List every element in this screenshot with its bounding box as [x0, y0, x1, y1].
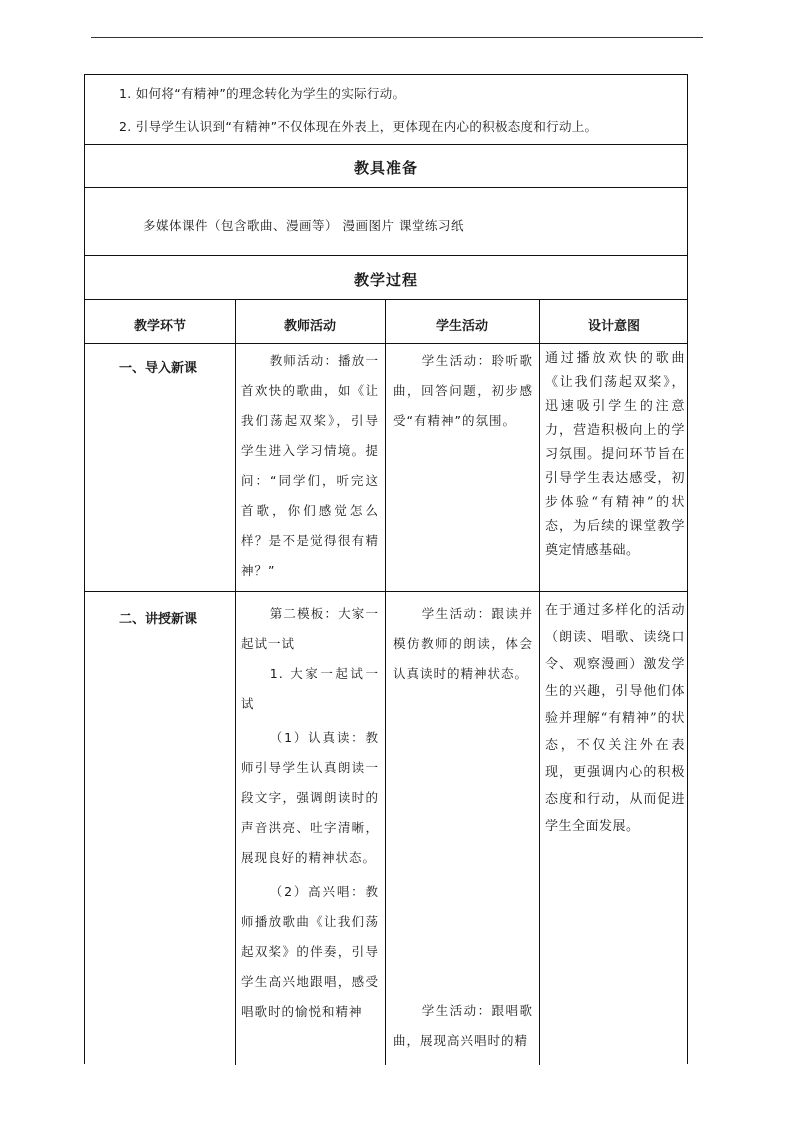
- stage-label: 一、导入新课: [119, 361, 198, 376]
- column-divider: [539, 299, 540, 1065]
- objective-2: 2. 引导学生认识到“有精神”不仅体现在外表上，更体现在内心的积极态度和行动上。: [119, 119, 598, 134]
- student-activity: [393, 599, 533, 689]
- divider: [85, 299, 687, 300]
- objective-1: 1. 如何将“有精神”的理念转化为学生的实际行动。: [119, 86, 406, 101]
- teacher-activity: [241, 599, 379, 1027]
- divider: [85, 255, 687, 256]
- stage-label: 二、讲授新课: [119, 612, 198, 627]
- column-divider: [385, 299, 386, 1065]
- process-section-title: 教学过程: [353, 271, 418, 289]
- column-header-stage: 教学环节: [133, 319, 186, 334]
- column-header-teacher: 教师活动: [283, 319, 336, 334]
- prep-items: 多媒体课件（包含歌曲、漫画等） 漫画图片 课堂练习纸: [143, 218, 464, 233]
- teacher-activity-text: 1. 大家一起试一试: [241, 666, 379, 711]
- divider: [85, 187, 687, 188]
- divider: [85, 591, 687, 592]
- divider: [85, 343, 687, 344]
- student-activity-text: 学生活动：跟读并模仿教师的朗读，体会认真读时的精神状态。: [393, 606, 533, 681]
- teacher-activity: [241, 346, 379, 586]
- divider: [85, 144, 687, 145]
- teacher-activity-text: （2）高兴唱：教师播放歌曲《让我们荡起双桨》的伴奏，引导学生高兴地跟唱，感受唱歌时的愉悦和精神: [241, 884, 379, 1019]
- lesson-plan-table: [84, 74, 688, 1064]
- column-divider: [235, 299, 236, 1065]
- teacher-activity-text: 第二模板：大家一起试一试: [241, 606, 379, 651]
- student-activity-text: 学生活动：跟唱歌曲，展现高兴唱时的精: [393, 1003, 533, 1048]
- design-intent: 通过播放欢快的歌曲《让我们荡起双桨》，迅速吸引学生的注意力，营造积极向上的学习氛围。提问环节旨在引导学生表达感受，初步体验“有精神”的状态，为后续的课堂教学奠定情感基础。: [545, 351, 685, 558]
- teacher-activity-text: 教师活动：播放一首欢快的歌曲，如《让我们荡起双桨》，引导学生进入学习情境。提问：“同学们，听完这首歌，你们感觉怎么样？是不是觉得很有精神？”: [241, 353, 379, 578]
- design-intent: 在于通过多样化的活动（朗读、唱歌、读绕口令、观察漫画）激发学生的兴趣，引导他们体验并理解“有精神”的状态，不仅关注外在表现，更强调内心的积极态度和行动，从而促进学生全面发展。: [545, 603, 685, 834]
- column-header-intent: 设计意图: [587, 319, 640, 334]
- student-activity: [393, 996, 533, 1056]
- page-header-rule: [91, 37, 703, 38]
- student-activity-text: 学生活动：聆听歌曲，回答问题，初步感受“有精神”的氛围。: [393, 353, 533, 428]
- student-activity: [393, 346, 533, 436]
- prep-section-title: 教具准备: [353, 159, 418, 177]
- teacher-activity-text: （1）认真读：教师引导学生认真朗读一段文字，强调朗读时的声音洪亮、吐字清晰，展现良好的精神状态。: [241, 730, 379, 865]
- column-header-student: 学生活动: [435, 319, 488, 334]
